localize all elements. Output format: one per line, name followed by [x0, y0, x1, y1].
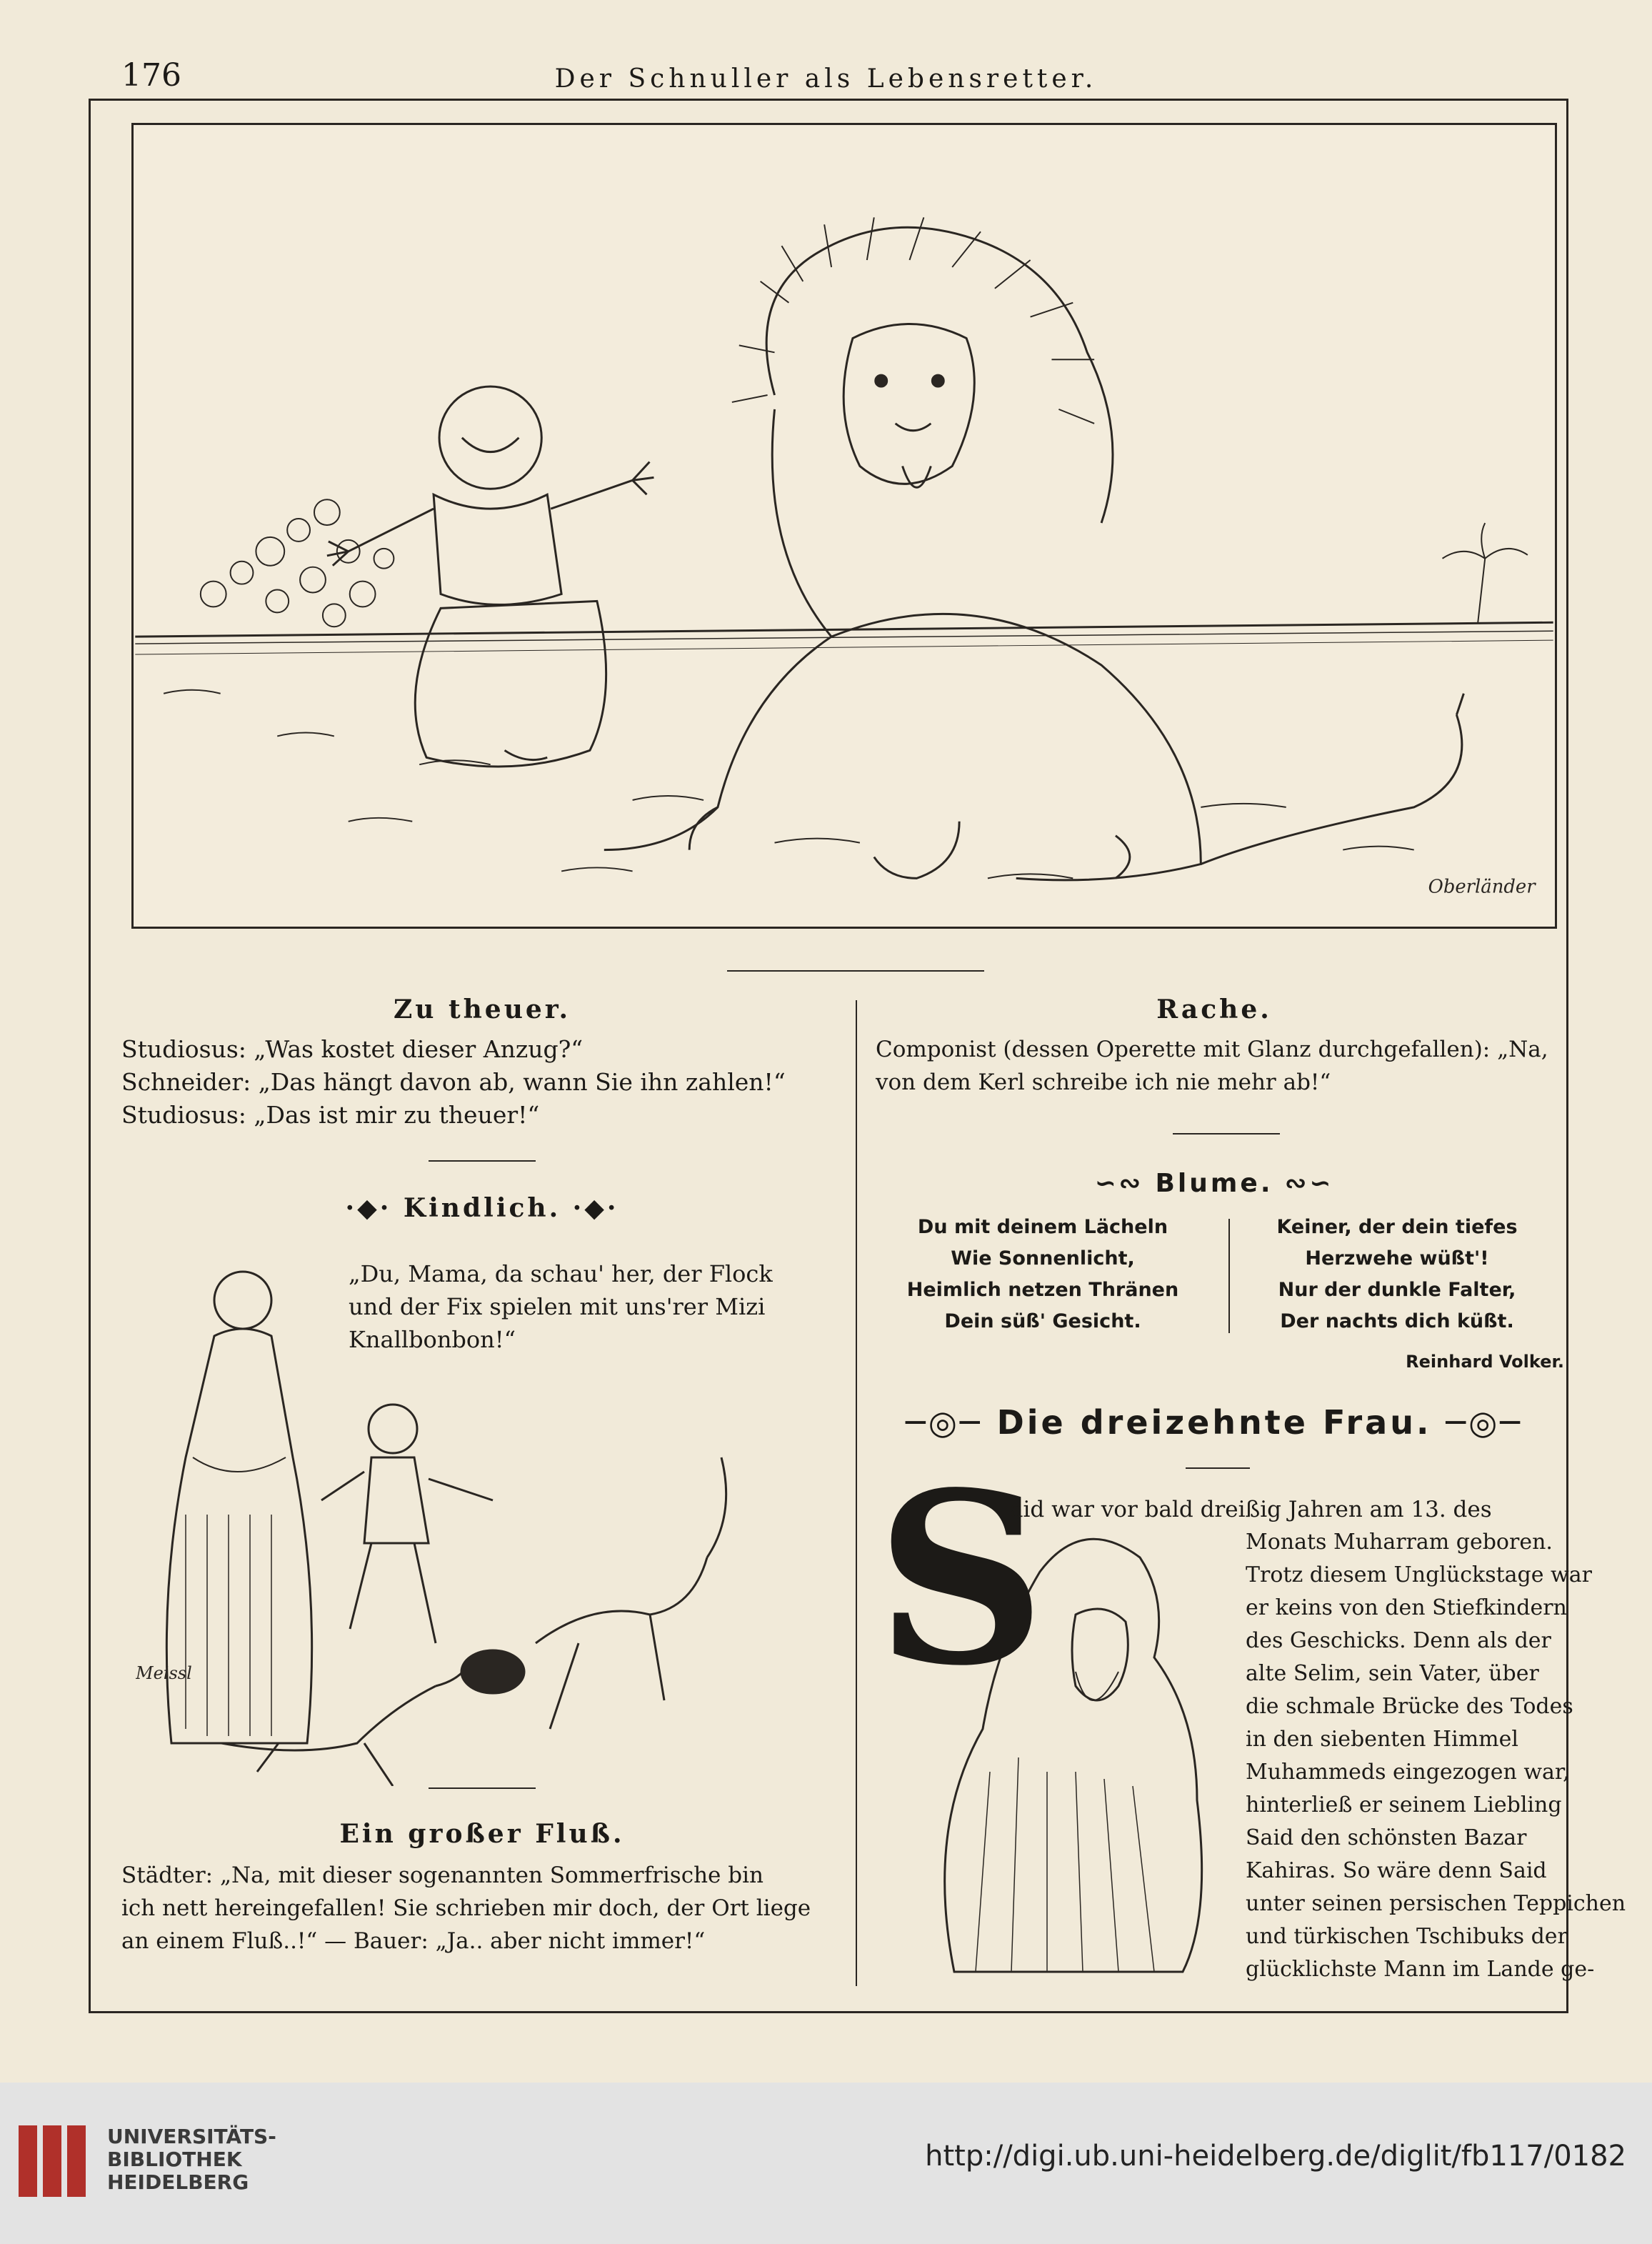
poem-author: Reinhard Volker.: [1406, 1352, 1564, 1372]
mother-boy-dogs-drawing: [136, 1243, 821, 1786]
kindlich-illustration: [136, 1243, 821, 1786]
ornament-left: ─◎─: [906, 1403, 997, 1442]
main-illustration: [131, 123, 1557, 929]
kindlich-signature: Meissl: [136, 1663, 192, 1683]
divider: [1173, 1133, 1280, 1135]
ornament-right: ∾∽: [1273, 1169, 1334, 1198]
poem-right-stanza: Keiner, der dein tiefes Herzwehe wüßt'! Nur der dunkle Falter, Der nachts dich küßt.: [1276, 1216, 1518, 1332]
running-title: Der Schnuller als Lebensretter.: [554, 64, 1098, 94]
permalink-url[interactable]: http://digi.ub.uni-heidelberg.de/diglit/fb117/0182: [925, 2140, 1626, 2173]
divider: [1186, 1467, 1250, 1469]
joke-title-kindlich: ·◆· Kindlich. ·◆·: [345, 1193, 619, 1223]
joke-kindlich-text: „Du, Mama, da schau' her, der Flock und der Fix spielen mit uns'rer Mizi Knallbonbon!“: [349, 1260, 773, 1353]
joke-ein-grosser-fluss-text: Städter: „Na, mit dieser sogenannten Sommerfrische bin ich nett hereingefallen! Sie schrieben mir doch, der Ort liege an einem Fluß..!“ — Bauer: „Ja.. aber nicht immer!“: [121, 1862, 811, 1954]
ornament-right: ─◎─: [1431, 1403, 1523, 1442]
poem-left-stanza: Du mit deinem Lächeln Wie Sonnenlicht, Heimlich netzen Thränen Dein süß' Gesicht.: [906, 1216, 1179, 1332]
page-number: 176: [121, 57, 181, 94]
university-logo-text[interactable]: UNIVERSITÄTS- BIBLIOTHEK HEIDELBERG: [107, 2125, 276, 2194]
story-title: ─◎─ Die dreizehnte Frau. ─◎─: [906, 1403, 1523, 1442]
drop-cap: S: [876, 1440, 1046, 1717]
joke-title-zu-theuer: Zu theuer.: [394, 994, 571, 1024]
joke-rache-text: Componist (dessen Operette mit Glanz durchgefallen): „Na, von dem Kerl schreibe ich nie mehr ab!“: [876, 1037, 1548, 1095]
poem-divider: [1228, 1219, 1230, 1333]
ornament-right: ·◆·: [561, 1193, 619, 1223]
university-logo-icon[interactable]: [19, 2118, 96, 2204]
column-divider: [856, 1000, 857, 1986]
footer-bar: [0, 2083, 1652, 2244]
ornament-left: ∽∾: [1094, 1169, 1156, 1198]
poem-title-blume: ∽∾ Blume. ∾∽: [1094, 1169, 1334, 1198]
joke-zu-theuer-text: Studiosus: „Was kostet dieser Anzug?“ Schneider: „Das hängt davon ab, wann Sie ihn zahlen!“ Studiosus: „Das ist mir zu theuer!“: [121, 1035, 786, 1129]
illustration-signature: Oberländer: [1428, 876, 1536, 898]
divider: [727, 970, 984, 972]
story-text: Monats Muharram geboren. Trotz diesem Unglückstage war er keins von den Stiefkindern des Geschicks. Denn als der alte Selim, sein Vater, über die schmale Brücke des Todes in den siebenten Himmel Muhammeds eingezogen war, hinterließ er seinem Liebling Said den schönsten Bazar Kahiras. So wäre denn Said unter seinen persischen Teppichen und türkischen Tschibuks der glücklichste Mann im Lande ge-: [1246, 1530, 1626, 1982]
divider: [429, 1787, 536, 1789]
story-first-line: aid war vor bald dreißig Jahren am 13. des: [1010, 1497, 1492, 1522]
joke-title-rache: Rache.: [1156, 994, 1272, 1024]
divider: [429, 1160, 536, 1162]
lion-and-baby-drawing: [134, 125, 1555, 927]
joke-title-ein-grosser-fluss: Ein großer Fluß.: [339, 1819, 625, 1849]
ornament-left: ·◆·: [345, 1193, 404, 1223]
